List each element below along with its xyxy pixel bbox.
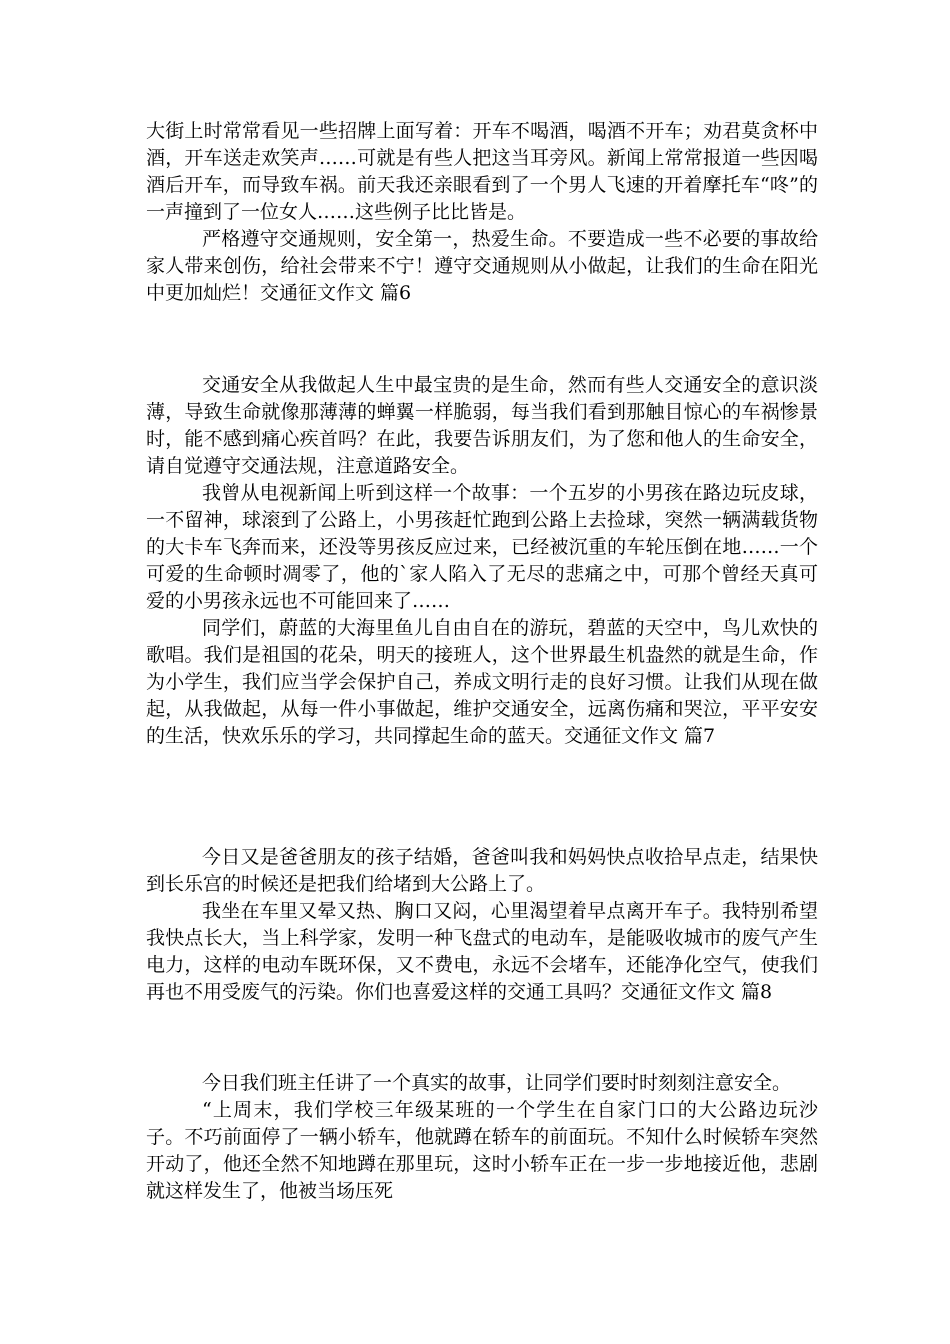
paragraph: 我曾从电视新闻上听到这样一个故事：一个五岁的小男孩在路边玩皮球，一不留神，球滚到了公路上，小男孩赶忙跑到公路上去捡球，突然一辆满载货物的大卡车飞奔而来，还没等男孩反应过来，已经被沉重的车轮压倒在地……一个可爱的生命顿时凋零了，他的`家人陷入了无尽的悲痛之中，可那个曾经天真可爱的小男孩永远也不可能回来了…… bbox=[146, 482, 818, 612]
section-essay-6 bbox=[146, 372, 818, 750]
paragraph: 今日又是爸爸朋友的孩子结婚，爸爸叫我和妈妈快点收拾早点走，结果快到长乐宫的时候还是把我们给堵到大公路上了。 bbox=[146, 846, 818, 895]
paragraph: “上周末，我们学校三年级某班的一个学生在自家门口的大公路边玩沙子。不巧前面停了一辆小轿车，他就蹲在轿车的前面玩。不知什么时候轿车突然开动了，他还全然不知地蹲在那里玩，这时小轿车正在一步一步地接近他，悲剧就这样发生了，他被当场压死 bbox=[146, 1099, 818, 1202]
paragraph: 同学们，蔚蓝的大海里鱼儿自由自在的游玩，碧蓝的天空中，鸟儿欢快的歌唱。我们是祖国的花朵，明天的接班人，这个世界最生机盎然的就是生命，作为小学生，我们应当学会保护自己，养成文明行走的良好习惯。让我们从现在做起，从我做起，从每一件小事做起，维护交通安全，远离伤痛和哭泣，平平安安的生活，快欢乐乐的学习，共同撑起生命的蓝天。交通征文作文 篇7 bbox=[146, 617, 818, 747]
paragraph: 大街上时常常看见一些招牌上面写着：开车不喝酒，喝酒不开车；劝君莫贪杯中酒，开车送走欢笑声……可就是有些人把这当耳旁风。新闻上常常报道一些因喝酒后开车，而导致车祸。前天我还亲眼看到了一个男人飞速的开着摩托车“咚”的一声撞到了一位女人……这些例子比比皆是。 bbox=[146, 120, 818, 223]
section-essay-8 bbox=[146, 1070, 818, 1205]
paragraph: 我坐在车里又晕又热、胸口又闷，心里渴望着早点离开车子。我特别希望我快点长大，当上科学家，发明一种飞盘式的电动车，是能吸收城市的废气产生电力，这样的电动车既环保，又不费电，永远不会堵车，还能净化空气，使我们再也不用受废气的污染。你们也喜爱这样的交通工具吗？交通征文作文 篇8 bbox=[146, 900, 818, 1003]
paragraph: 今日我们班主任讲了一个真实的故事，让同学们要时时刻刻注意安全。 bbox=[202, 1072, 792, 1094]
section-drunk-driving bbox=[146, 118, 818, 307]
paragraph: 严格遵守交通规则，安全第一，热爱生命。不要造成一些不必要的事故给家人带来创伤，给社会带来不宁！遵守交通规则从小做起，让我们的生命在阳光中更加灿烂！交通征文作文 篇6 bbox=[146, 228, 818, 304]
paragraph: 交通安全从我做起人生中最宝贵的是生命，然而有些人交通安全的意识淡薄，导致生命就像那薄薄的蝉翼一样脆弱，每当我们看到那触目惊心的车祸惨景时，能不感到痛心疾首吗？在此，我要告诉朋友们，为了您和他人的生命安全，请自觉遵守交通法规，注意道路安全。 bbox=[146, 374, 818, 477]
section-essay-7 bbox=[146, 844, 818, 1006]
